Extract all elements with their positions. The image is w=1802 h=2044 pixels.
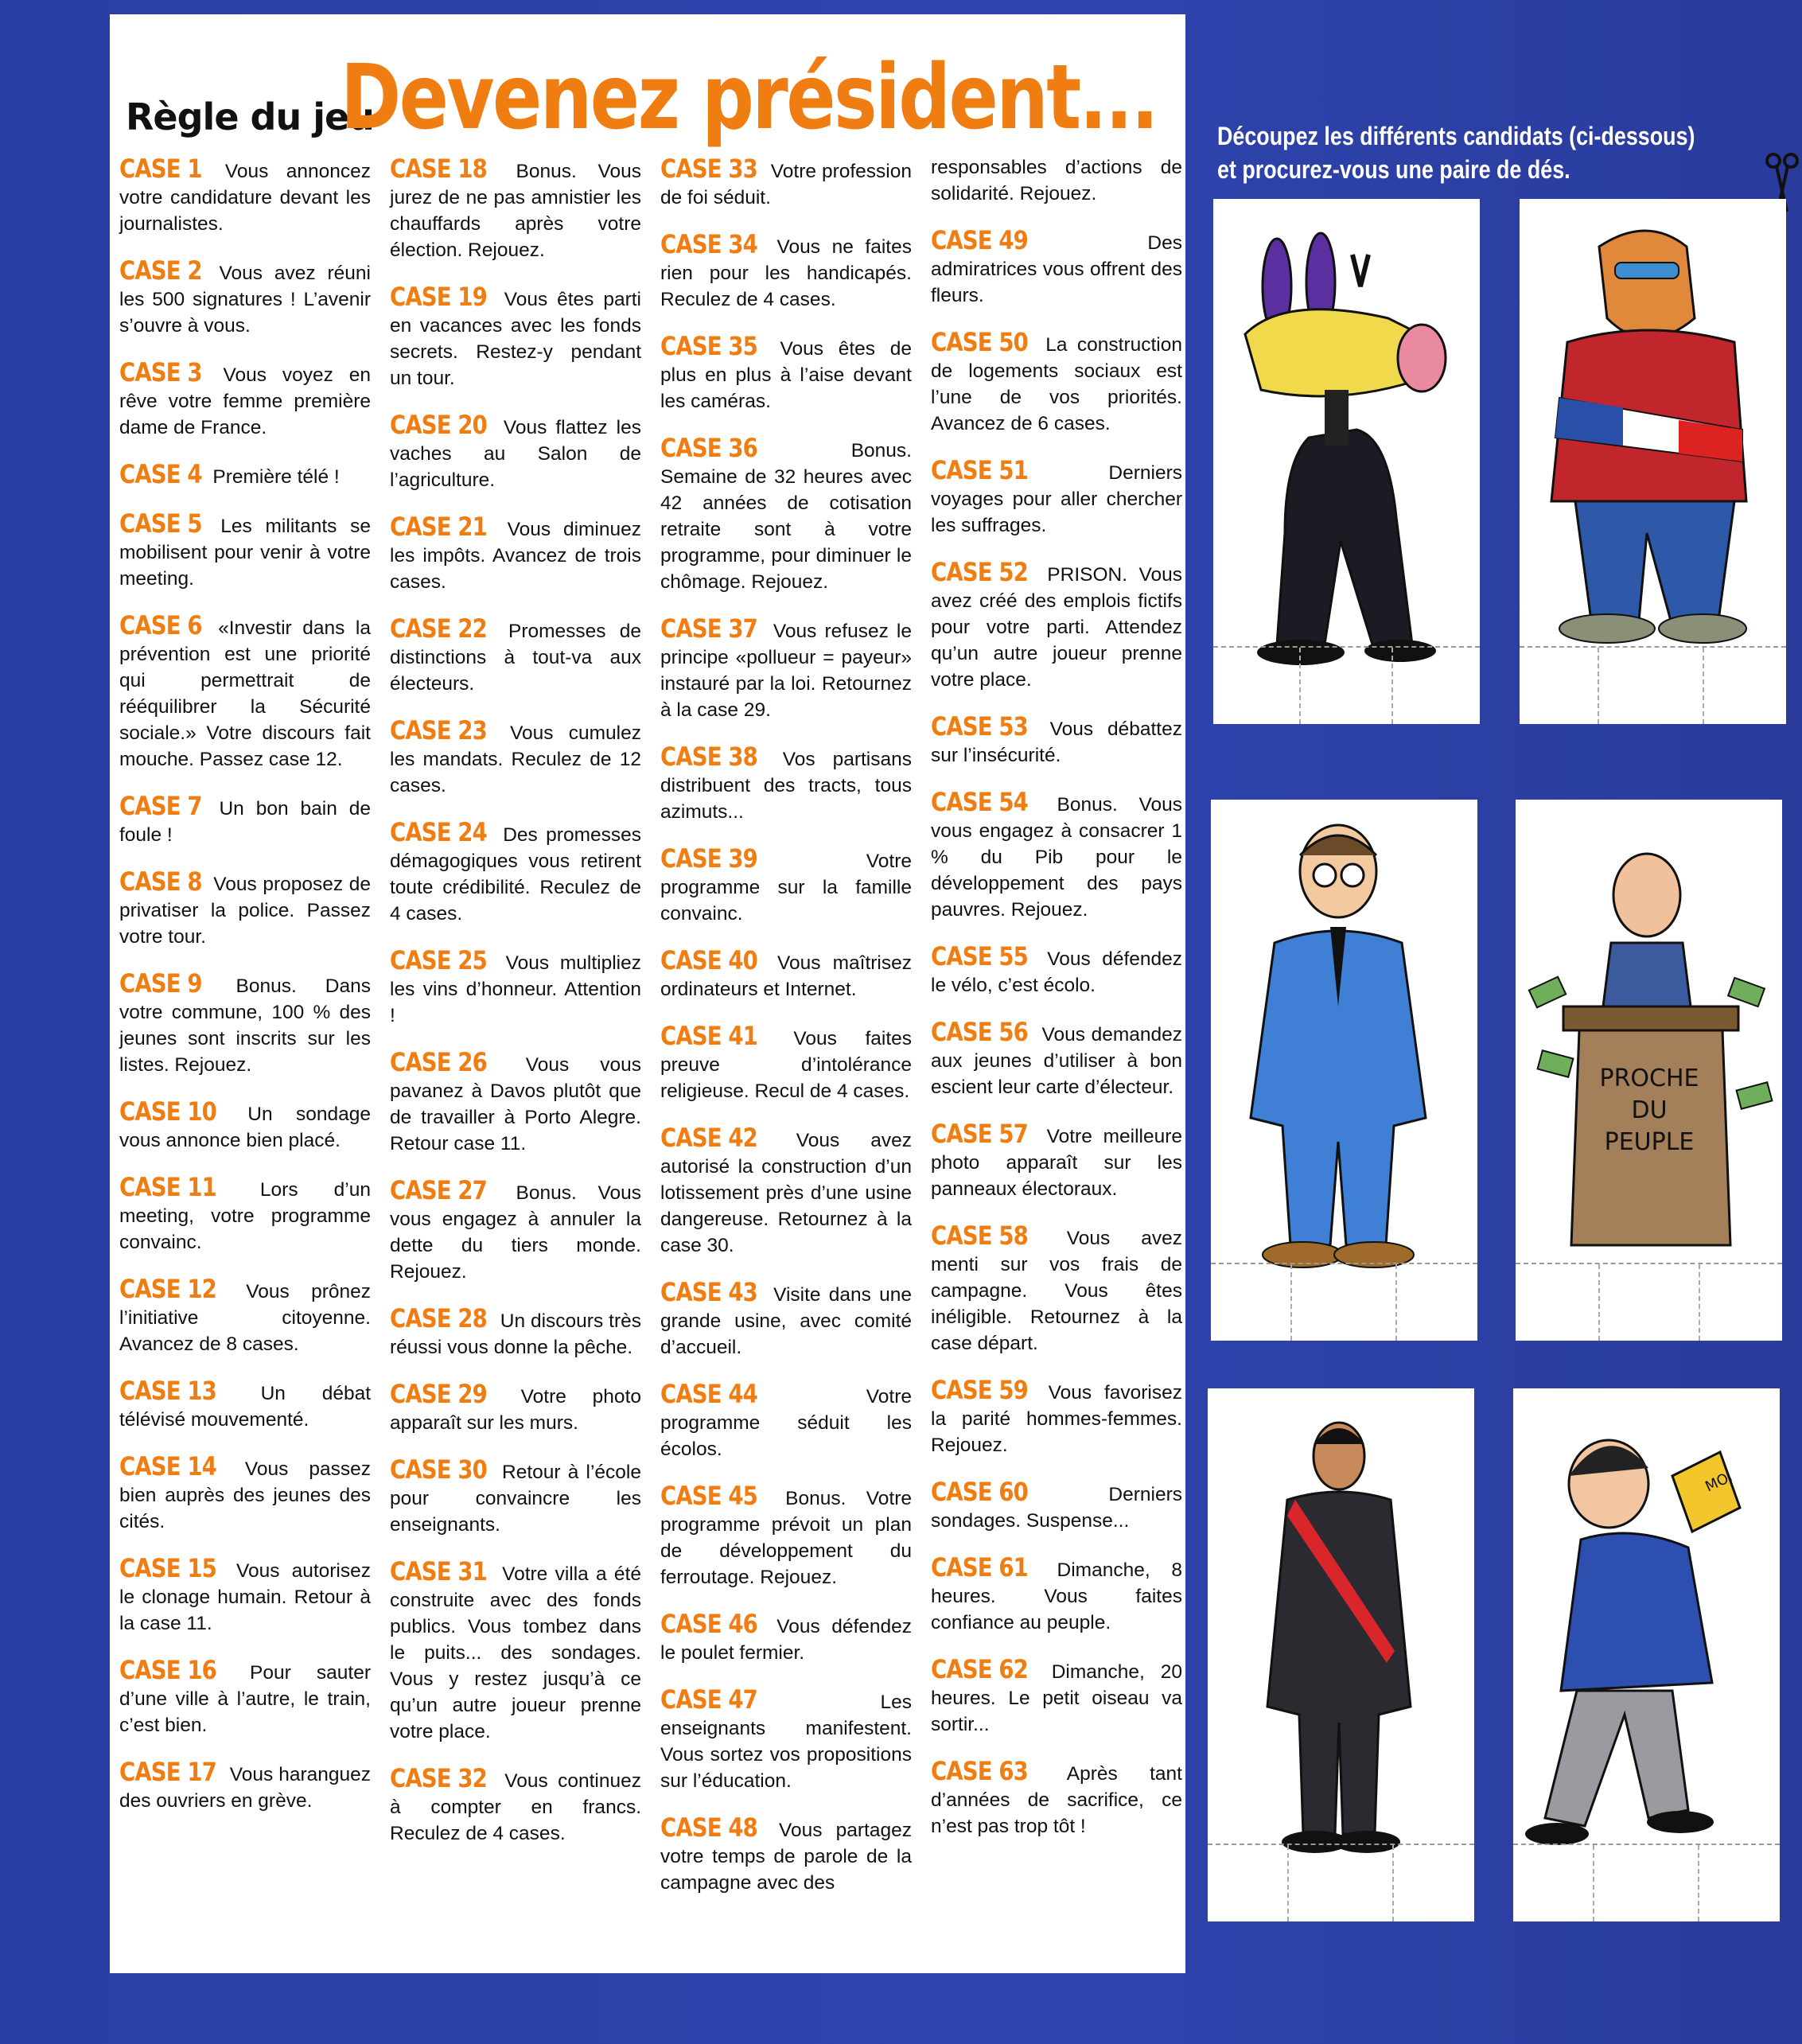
case-label: CASE 33 [660, 154, 757, 184]
case-text: Vous multipliez les vins d’honneur. Attention ! [390, 952, 641, 1026]
rule-entry [119, 793, 371, 848]
case-label: CASE 60 [931, 1477, 1028, 1507]
rule-entry [931, 1121, 1182, 1202]
rule-entry [119, 866, 371, 950]
case-label: CASE 10 [119, 1096, 216, 1127]
candidate-blue-suit-figure [1211, 800, 1477, 1341]
case-label: CASE 20 [390, 410, 487, 440]
case-text: La construction de logements sociaux est l’une de vos priorités. Avancez de 6 cases. [931, 334, 1183, 434]
case-label: CASE 32 [390, 1763, 487, 1793]
card-tabs [1208, 1843, 1474, 1921]
case-label: CASE 57 [931, 1119, 1028, 1149]
case-text: Votre programme sur la famille convainc. [660, 851, 912, 925]
rules-column-1 [119, 156, 371, 1835]
rule-entry [390, 1381, 641, 1436]
rule-entry [931, 1552, 1182, 1636]
rule-entry [119, 255, 371, 339]
case-label: CASE 22 [390, 613, 487, 644]
case-text: Vous avez réuni les 500 signatures ! L’avenir s’ouvre à vous. [119, 263, 371, 337]
case-label: CASE 41 [660, 1021, 757, 1051]
rule-entry [390, 156, 641, 263]
card-tabs [1211, 1263, 1477, 1341]
rule-entry [931, 1223, 1182, 1357]
instructions-line-1: Découpez les différents candidats (ci-dessous) [1217, 122, 1695, 150]
case-label: CASE 43 [660, 1277, 757, 1307]
case-text: Votre profession de foi séduit. [660, 161, 912, 208]
case-label: CASE 29 [390, 1379, 487, 1409]
rule-entry [390, 1556, 641, 1745]
case-text: Vous continuez à compter en francs. Reculez de 4 cases. [390, 1770, 641, 1844]
case-label: CASE 27 [390, 1175, 487, 1205]
rule-entry [119, 968, 371, 1078]
tab-fold-line [1699, 1264, 1700, 1341]
case-label: CASE 4 [119, 459, 202, 489]
candidate-nose-figure [1213, 199, 1480, 724]
podium-text: PEUPLE [1604, 1128, 1695, 1156]
rule-entry [931, 789, 1182, 923]
case-label: CASE 52 [931, 557, 1028, 587]
case-label: CASE 36 [660, 433, 757, 463]
case-text: Vous maîtrisez ordinateurs et Internet. [660, 952, 912, 1000]
candidate-card-4[interactable] [1516, 800, 1782, 1341]
candidate-card-1[interactable] [1213, 199, 1480, 724]
case-label: CASE 56 [931, 1017, 1028, 1047]
case-text: Vous flattez les vaches au Salon de l’agriculture. [390, 417, 641, 491]
case-text: Des promesses démagogiques vous retirent toute crédibilité. Reculez de 4 cases. [390, 824, 641, 925]
case-text: Visite dans une grande usine, avec comité d’accueil. [660, 1284, 912, 1358]
card-tabs [1520, 646, 1786, 724]
case-text: Un discours très réussi vous donne la pêche. [390, 1310, 641, 1358]
case-label: CASE 15 [119, 1553, 216, 1583]
case-text: Bonus. Dans votre commune, 100 % des jeunes sont inscrits sur les listes. Rejouez. [119, 975, 371, 1076]
rule-entry [390, 1454, 641, 1538]
case-label: CASE 23 [390, 715, 487, 746]
case-text: Dimanche, 8 heures. Vous faites confiance au peuple. [931, 1559, 1182, 1633]
rules-column-3 [660, 156, 912, 1917]
case-text: responsables d’actions de solidarité. Rejouez. [931, 157, 1182, 204]
case-label: CASE 17 [119, 1757, 216, 1787]
case-text: Vous annoncez votre candidature devant les journalistes. [119, 161, 371, 235]
rule-entry [119, 1759, 371, 1814]
case-label: CASE 13 [119, 1376, 216, 1406]
rule-entry [390, 412, 641, 493]
header [126, 38, 1176, 158]
case-label: CASE 1 [119, 154, 202, 184]
case-label: CASE 63 [931, 1756, 1028, 1786]
case-label: CASE 38 [660, 742, 757, 772]
case-text: Bonus. Vous vous engagez à consacrer 1 % du Pib pour le développement des pays pauvres. Rejouez. [931, 794, 1182, 921]
rules-columns [119, 154, 1183, 1962]
cutout-panel [1193, 0, 1802, 2044]
candidate-walking-figure [1513, 1388, 1780, 1921]
candidate-card-3[interactable] [1211, 800, 1477, 1341]
rule-entry [390, 1049, 641, 1157]
case-text: Vous favorisez la parité hommes-femmes. Rejouez. [931, 1382, 1182, 1456]
rules-heading: Règle du jeu [126, 95, 374, 138]
case-text: Vous cumulez les mandats. Reculez de 12 cases. [390, 722, 642, 796]
rule-entry [390, 1763, 641, 1847]
case-label: CASE 34 [660, 229, 757, 259]
case-label: CASE 37 [660, 613, 757, 644]
rules-panel [110, 14, 1185, 1973]
candidate-podium-figure [1516, 800, 1782, 1341]
case-text: Vous partagez votre temps de parole de la campagne avec des [660, 1820, 912, 1894]
case-label: CASE 47 [660, 1684, 757, 1715]
rule-entry [660, 435, 912, 595]
case-text: «Investir dans la prévention est une priorité qui permettrait de rééquilibrer la Sécurité sociale.» Votre discours fait mouche. Passez case 12. [119, 617, 371, 770]
rule-entry [119, 1096, 371, 1154]
case-label: CASE 35 [660, 331, 757, 361]
rule-entry [660, 1483, 912, 1590]
candidate-card-2[interactable] [1520, 199, 1786, 724]
case-text: Vous ne faites rien pour les handicapés. Reculez de 4 cases. [660, 236, 912, 310]
rule-entry [390, 613, 641, 697]
case-text: Les militants se mobilisent pour venir à votre meeting. [119, 516, 371, 590]
case-text: Dimanche, 20 heures. Le petit oiseau va sortir... [931, 1661, 1182, 1735]
rule-entry [660, 613, 912, 723]
case-text: Vous voyez en rêve votre femme première dame de France. [119, 364, 372, 438]
candidate-mustache-figure [1208, 1388, 1474, 1921]
case-text: Vous autorisez le clonage humain. Retour à la case 11. [119, 1560, 371, 1634]
case-label: CASE 5 [119, 508, 202, 539]
rule-entry [660, 1684, 912, 1794]
cutout-instructions [1217, 119, 1695, 186]
tab-fold-line [1290, 1264, 1292, 1341]
rule-entry [660, 1812, 912, 1896]
case-text: PRISON. Vous avez créé des emplois fictifs pour votre parti. Attendez qu’un autre joueur prenne votre place. [931, 564, 1182, 691]
candidate-sash-figure [1520, 199, 1786, 724]
tab-fold-line [1703, 648, 1704, 724]
case-label: CASE 55 [931, 941, 1028, 971]
podium-text: DU [1631, 1096, 1668, 1124]
case-label: CASE 53 [931, 711, 1028, 742]
case-label: CASE 24 [390, 817, 487, 847]
rule-entry [119, 1276, 371, 1357]
rule-entry [119, 1174, 371, 1256]
case-label: CASE 31 [390, 1556, 487, 1587]
rule-entry [119, 1555, 371, 1637]
card-tabs [1513, 1843, 1780, 1921]
rule-entry [931, 457, 1182, 539]
case-label: CASE 9 [119, 968, 202, 999]
rule-entry [119, 357, 372, 441]
rule-entry [660, 156, 912, 211]
rule-entry [931, 225, 1182, 309]
rule-entry [119, 461, 371, 490]
case-label: CASE 21 [390, 512, 487, 542]
rule-entry [931, 1654, 1182, 1738]
case-text: Vos partisans distribuent des tracts, tous azimuts... [660, 749, 912, 823]
rule-entry [660, 1381, 912, 1462]
case-label: CASE 58 [931, 1221, 1028, 1251]
case-label: CASE 61 [931, 1552, 1028, 1583]
case-text: Bonus. Vous jurez de ne pas amnistier les chauffards après votre élection. Rejouez. [390, 161, 641, 261]
instructions-line-2: et procurez-vous une paire de dés. [1217, 155, 1570, 184]
case-text: Vous avez autorisé la construction d’un lotissement près d’une usine dangereuse. Retournez à la case 30. [660, 1130, 912, 1256]
case-label: CASE 3 [119, 357, 202, 387]
case-text: Lors d’un meeting, votre programme convainc. [119, 1179, 371, 1253]
rule-entry [931, 711, 1182, 769]
tab-fold-line [1593, 1845, 1594, 1921]
case-label: CASE 2 [119, 255, 202, 286]
case-text: Vous passez bien auprès des jeunes des cités. [119, 1458, 371, 1532]
rule-entry [660, 1611, 912, 1666]
case-text: Vous faites preuve d’intolérance religieuse. Recul de 4 cases. [660, 1028, 912, 1102]
tab-fold-line [1598, 1264, 1600, 1341]
rule-entry [119, 508, 371, 592]
rule-entry [660, 945, 912, 1003]
case-text: Vous débattez sur l’insécurité. [931, 718, 1182, 766]
case-label: CASE 59 [931, 1375, 1028, 1405]
rule-entry [119, 1451, 371, 1535]
case-text: Votre programme séduit les écolos. [660, 1386, 912, 1460]
case-label: CASE 51 [931, 455, 1028, 485]
case-text: Vous proposez de privatiser la police. Passez votre tour. [119, 874, 371, 948]
rules-column-4 [931, 156, 1182, 1860]
tab-fold-line [1392, 1845, 1394, 1921]
rule-entry [390, 514, 641, 595]
case-text: Des admiratrices vous offrent des fleurs. [931, 232, 1182, 306]
case-label: CASE 11 [119, 1172, 216, 1202]
rule-entry [390, 1303, 641, 1361]
rule-entry [119, 1657, 371, 1738]
case-label: CASE 18 [390, 154, 487, 184]
case-label: CASE 7 [119, 791, 202, 821]
case-text: Vous défendez le poulet fermier. [660, 1616, 912, 1664]
rule-entry [390, 1175, 641, 1285]
case-text: Votre meilleure photo apparaît sur les panneaux électoraux. [931, 1126, 1182, 1200]
case-label: CASE 16 [119, 1655, 216, 1685]
rule-entry [660, 843, 912, 927]
tab-fold-line [1698, 1845, 1699, 1921]
ticket-text: MOI [1703, 1468, 1735, 1496]
rule-entry [660, 1023, 912, 1104]
tab-fold-line [1299, 648, 1301, 724]
game-title: Devenez président... [341, 46, 1158, 150]
rule-entry [660, 1125, 912, 1259]
podium-text: PROCHE [1599, 1065, 1699, 1092]
tab-fold-line [1598, 648, 1599, 724]
case-label: CASE 46 [660, 1609, 757, 1639]
rule-entry [660, 229, 912, 313]
case-label: CASE 54 [931, 787, 1028, 817]
case-text: Les enseignants manifestent. Vous sortez vos propositions sur l’éducation. [660, 1692, 912, 1792]
case-label: CASE 14 [119, 1451, 216, 1481]
rule-entry [119, 610, 371, 773]
case-text: Derniers voyages pour aller chercher les suffrages. [931, 462, 1182, 536]
case-label: CASE 19 [390, 282, 487, 312]
tab-fold-line [1391, 648, 1393, 724]
case-text: Un bon bain de foule ! [119, 798, 371, 846]
case-text: Vous vous pavanez à Davos plutôt que de travailler à Porto Alegre. Retour case 11. [390, 1054, 641, 1154]
case-text: Vous êtes parti en vacances avec les fonds secrets. Restez-y pendant un tour. [390, 289, 641, 389]
case-label: CASE 26 [390, 1047, 487, 1077]
card-tabs [1213, 646, 1480, 724]
rule-entry [119, 1378, 371, 1433]
rule-entry [390, 945, 641, 1029]
case-label: CASE 6 [119, 610, 202, 640]
case-text: Vous refusez le principe «pollueur = payeur» instauré par la loi. Retournez à la case 29. [660, 621, 912, 721]
rule-entry [931, 1019, 1182, 1100]
rule-entry [660, 333, 912, 415]
candidate-card-5[interactable] [1208, 1388, 1474, 1921]
rule-entry [119, 156, 371, 237]
case-text: Vous diminuez les impôts. Avancez de trois cases. [390, 519, 641, 593]
case-label: CASE 28 [390, 1303, 487, 1333]
rule-entry [931, 941, 1182, 999]
case-label: CASE 50 [931, 327, 1028, 357]
rule-entry [390, 284, 641, 391]
case-label: CASE 40 [660, 945, 757, 975]
case-text: Vous avez menti sur vos frais de campagne. Vous êtes inéligible. Retournez à la case départ. [931, 1228, 1182, 1354]
case-label: CASE 12 [119, 1274, 216, 1304]
rule-entry [931, 1479, 1182, 1534]
rules-column-2 [390, 156, 641, 1867]
rule-entry [931, 154, 1182, 207]
rule-entry [660, 1279, 912, 1361]
case-label: CASE 44 [660, 1379, 757, 1409]
case-text: Votre villa a été construite avec des fonds publics. Vous tombez dans le puits... des sondages. Vous y restez jusqu’à ce qu’un autre joueur prenne votre place. [390, 1563, 641, 1742]
tab-fold-line [1395, 1264, 1397, 1341]
case-text: Après tant d’années de sacrifice, ce n’est pas trop tôt ! [931, 1763, 1182, 1837]
case-text: Promesses de distinctions à tout-va aux électeurs. [390, 621, 641, 695]
rule-entry [931, 1758, 1182, 1840]
case-text: Derniers sondages. Suspense... [931, 1484, 1182, 1532]
rule-entry [931, 329, 1182, 437]
case-label: CASE 49 [931, 225, 1028, 255]
rule-entry [660, 744, 912, 825]
case-label: CASE 39 [660, 843, 757, 874]
case-text: Retour à l’école pour convaincre les enseignants. [390, 1462, 641, 1536]
case-text: Vous défendez le vélo, c’est écolo. [931, 948, 1182, 996]
rule-entry [390, 817, 641, 927]
case-label: CASE 62 [931, 1654, 1028, 1684]
case-text: Bonus. Votre programme prévoit un plan de développement du ferroutage. Rejouez. [660, 1488, 912, 1588]
case-label: CASE 42 [660, 1123, 757, 1153]
case-text: Vous prônez l’initiative citoyenne. Avancez de 8 cases. [119, 1281, 371, 1355]
case-label: CASE 25 [390, 945, 487, 975]
case-text: Bonus. Vous vous engagez à annuler la dette du tiers monde. Rejouez. [390, 1182, 641, 1283]
rule-entry [931, 559, 1182, 693]
candidate-card-6[interactable] [1513, 1388, 1780, 1921]
case-text: Pour sauter d’une ville à l’autre, le train, c’est bien. [119, 1662, 372, 1736]
case-text: Vous êtes de plus en plus à l’aise devant les caméras. [660, 338, 912, 412]
case-text: Votre photo apparaît sur les murs. [390, 1386, 641, 1434]
case-text: Vous haranguez des ouvriers en grève. [119, 1764, 372, 1812]
case-text: Première télé ! [212, 466, 340, 488]
case-label: CASE 8 [119, 866, 202, 897]
case-text: Un débat télévisé mouvementé. [119, 1383, 372, 1431]
case-text: Bonus. Semaine de 32 heures avec 42 années de cotisation retraite sont à votre programme, pour diminuer le chômage. Rejouez. [660, 440, 912, 593]
case-label: CASE 48 [660, 1812, 757, 1843]
rule-entry [390, 715, 642, 799]
case-label: CASE 30 [390, 1454, 487, 1485]
case-text: Vous demandez aux jeunes d’utiliser à bon escient leur carte d’électeur. [931, 1024, 1182, 1098]
tab-fold-line [1287, 1845, 1289, 1921]
case-text: Un sondage vous annonce bien placé. [119, 1104, 371, 1151]
card-tabs [1516, 1263, 1782, 1341]
case-label: CASE 45 [660, 1481, 757, 1511]
rule-entry [931, 1377, 1182, 1458]
